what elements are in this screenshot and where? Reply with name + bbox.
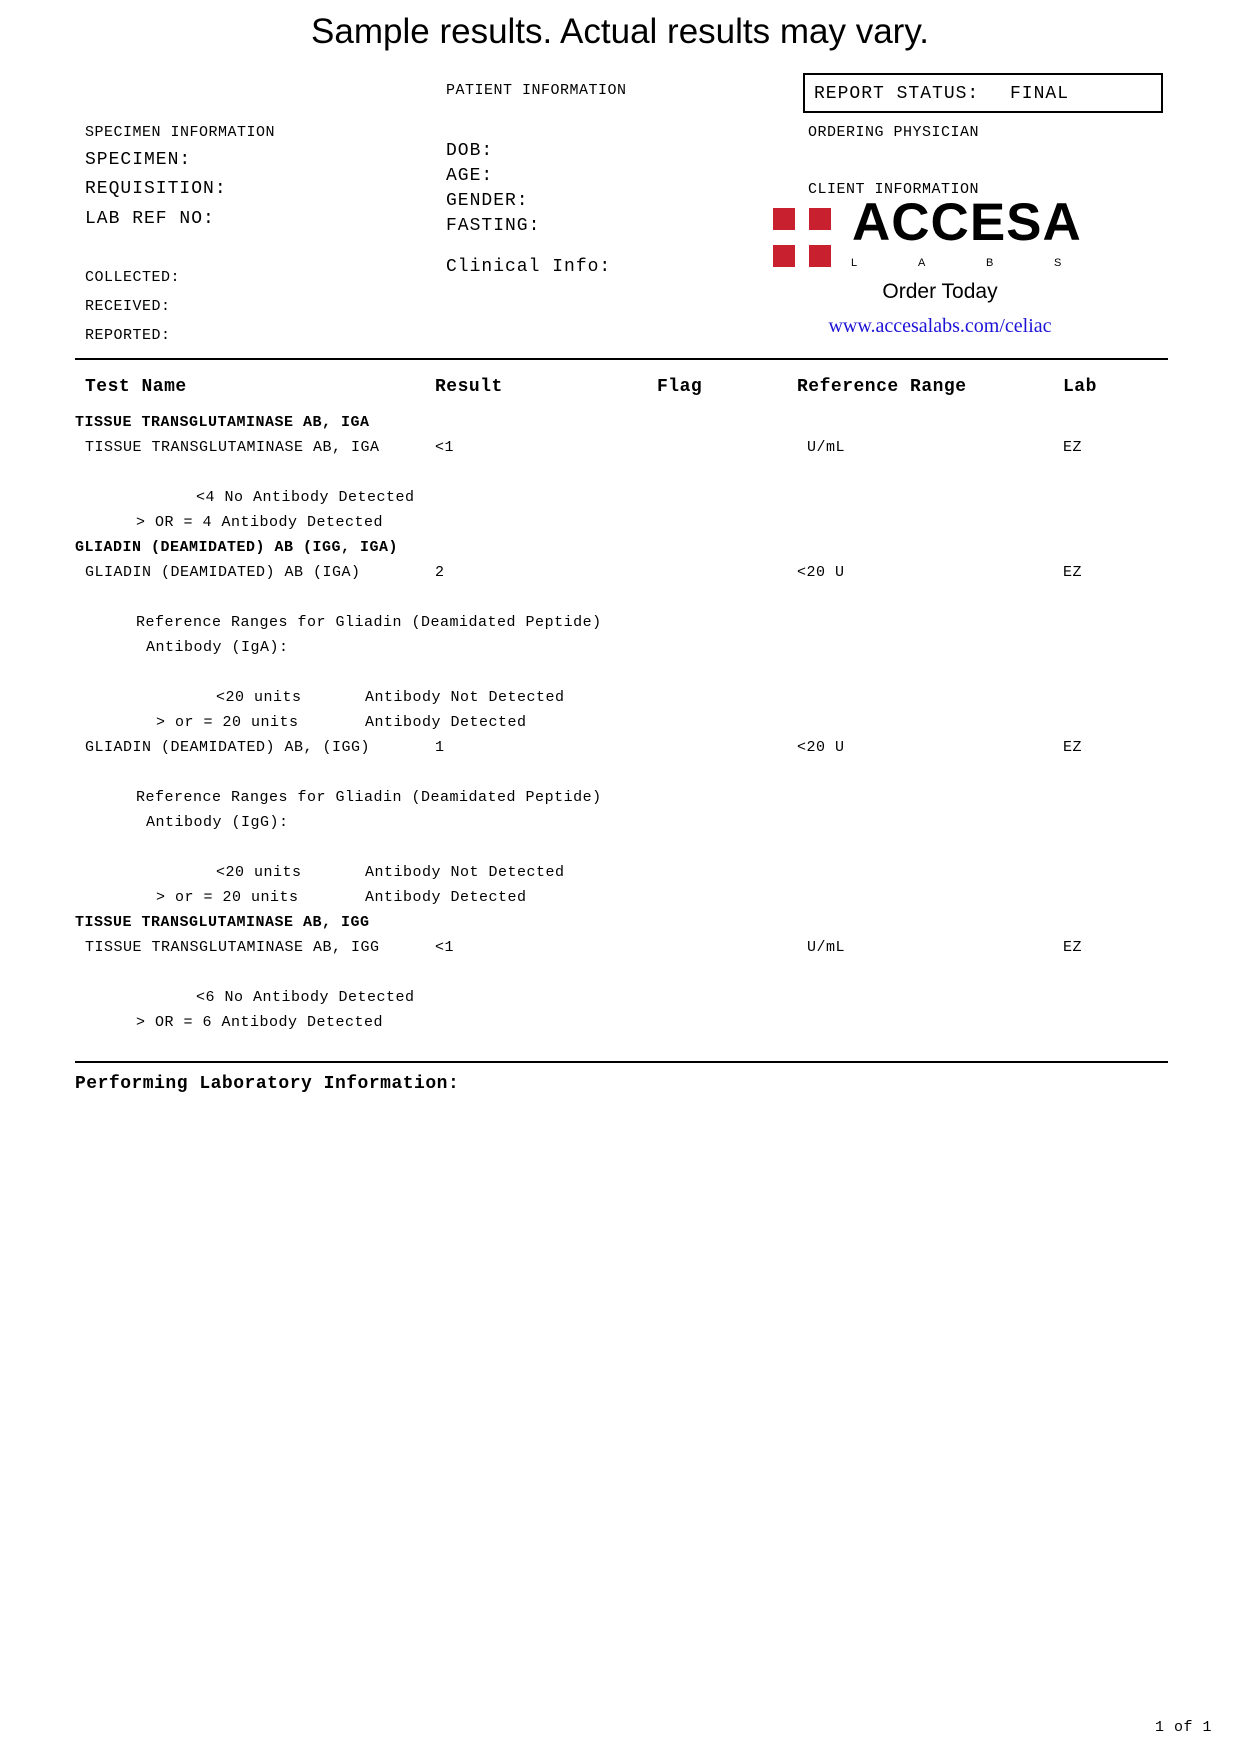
test-group-title: TISSUE TRANSGLUTAMINASE AB, IGA	[75, 414, 370, 431]
test-result: <1	[435, 439, 455, 456]
client-info-heading: CLIENT INFORMATION	[808, 181, 980, 198]
reference-note-subtitle: Antibody (IgA):	[146, 639, 289, 656]
test-lab: EZ	[1063, 439, 1083, 456]
results-divider	[75, 1061, 1168, 1063]
logo-square-icon	[809, 208, 831, 230]
specimen-info-heading: SPECIMEN INFORMATION	[85, 124, 276, 141]
patient-info-heading: PATIENT INFORMATION	[446, 82, 627, 99]
test-reference-range: <20 U	[797, 739, 845, 756]
test-name: TISSUE TRANSGLUTAMINASE AB, IGG	[85, 939, 380, 956]
reference-units: <20 units	[216, 689, 302, 706]
reference-note-subtitle: Antibody (IgG):	[146, 814, 289, 831]
clinical-info-label: Clinical Info:	[446, 257, 612, 277]
col-test-name: Test Name	[85, 377, 187, 397]
report-status-label: REPORT STATUS:	[814, 84, 980, 104]
test-lab: EZ	[1063, 939, 1083, 956]
reference-description: Antibody Not Detected	[365, 864, 565, 881]
reference-note-title: Reference Ranges for Gliadin (Deamidated Peptide)	[136, 789, 602, 806]
fasting-label: FASTING:	[446, 216, 541, 236]
received-label: RECEIVED:	[85, 298, 171, 315]
test-note: > OR = 6 Antibody Detected	[136, 1014, 384, 1031]
logo-sub-letter: A	[918, 257, 926, 269]
test-lab: EZ	[1063, 564, 1083, 581]
website-link[interactable]: www.accesalabs.com/celiac	[828, 315, 1052, 337]
reference-units: > or = 20 units	[156, 889, 299, 906]
reference-units: <20 units	[216, 864, 302, 881]
test-result: <1	[435, 939, 455, 956]
lab-ref-label: LAB REF NO:	[85, 209, 215, 229]
dob-label: DOB:	[446, 141, 494, 161]
col-lab: Lab	[1063, 377, 1097, 397]
accesa-logo	[0, 0, 8, 90]
order-today-text: Order Today	[882, 280, 998, 303]
test-note: <6 No Antibody Detected	[196, 989, 415, 1006]
reference-units: > or = 20 units	[156, 714, 299, 731]
reference-note-title: Reference Ranges for Gliadin (Deamidated Peptide)	[136, 614, 602, 631]
test-result: 1	[435, 739, 445, 756]
gender-label: GENDER:	[446, 191, 529, 211]
report-status-box	[803, 73, 1163, 113]
reported-label: REPORTED:	[85, 327, 171, 344]
reference-description: Antibody Detected	[365, 889, 527, 906]
logo-wordmark: ACCESA	[852, 193, 1082, 252]
report-status-value: FINAL	[1010, 84, 1070, 104]
ordering-physician-heading: ORDERING PHYSICIAN	[808, 124, 980, 141]
specimen-label: SPECIMEN:	[85, 150, 192, 170]
header-divider	[75, 358, 1168, 360]
test-group-title: GLIADIN (DEAMIDATED) AB (IGG, IGA)	[75, 539, 399, 556]
test-note: <4 No Antibody Detected	[196, 489, 415, 506]
logo-sub-letter: S	[1054, 257, 1062, 269]
performing-lab-heading: Performing Laboratory Information:	[75, 1074, 460, 1094]
test-lab: EZ	[1063, 739, 1083, 756]
test-name: TISSUE TRANSGLUTAMINASE AB, IGA	[85, 439, 380, 456]
age-label: AGE:	[446, 166, 494, 186]
logo-sub-letter: L	[851, 257, 858, 269]
test-name: GLIADIN (DEAMIDATED) AB, (IGG)	[85, 739, 371, 756]
col-reference-range: Reference Range	[797, 377, 967, 397]
reference-description: Antibody Not Detected	[365, 689, 565, 706]
requisition-label: REQUISITION:	[85, 179, 227, 199]
logo-square-icon	[773, 208, 795, 230]
test-note: > OR = 4 Antibody Detected	[136, 514, 384, 531]
test-name: GLIADIN (DEAMIDATED) AB (IGA)	[85, 564, 361, 581]
test-result: 2	[435, 564, 445, 581]
collected-label: COLLECTED:	[85, 269, 181, 286]
reference-description: Antibody Detected	[365, 714, 527, 731]
test-reference-range: U/mL	[807, 439, 846, 456]
col-result: Result	[435, 377, 503, 397]
logo-square-icon	[809, 245, 831, 267]
logo-square-icon	[773, 245, 795, 267]
test-group-title: TISSUE TRANSGLUTAMINASE AB, IGG	[75, 914, 370, 931]
logo-sub-letter: B	[986, 257, 994, 269]
test-reference-range: <20 U	[797, 564, 845, 581]
test-reference-range: U/mL	[807, 939, 846, 956]
page-number: 1 of 1	[1155, 1719, 1213, 1736]
col-flag: Flag	[657, 377, 703, 397]
sample-disclaimer: Sample results. Actual results may vary.	[311, 12, 929, 51]
